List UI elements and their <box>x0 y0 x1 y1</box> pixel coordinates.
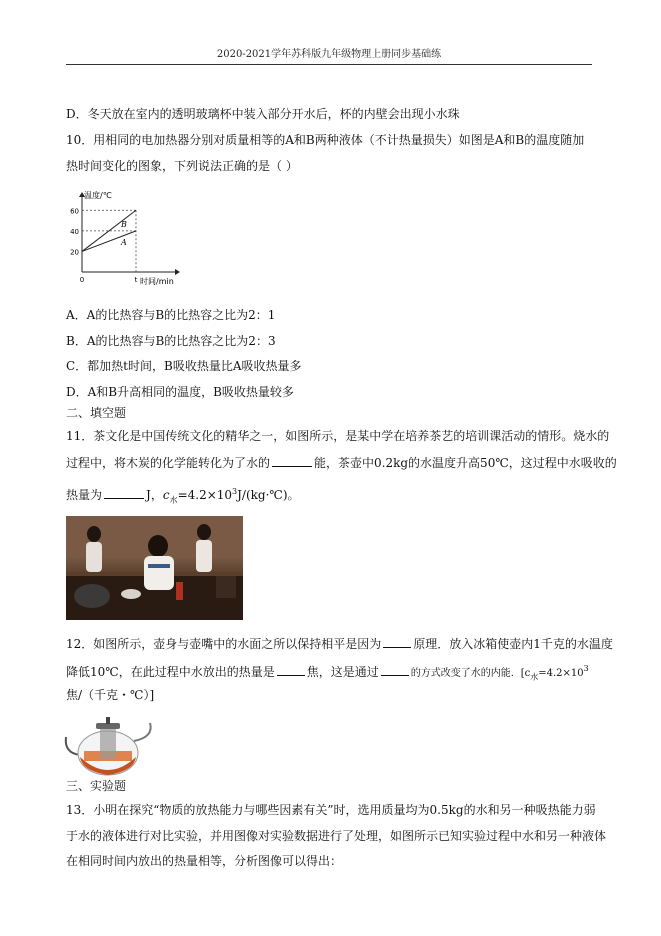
q12-line1-part1: 12．如图所示，壶身与壶嘴中的水面之所以保持相平是因为 <box>66 637 382 651</box>
tea-ceremony-photo <box>66 516 243 620</box>
x-tick-label: t <box>134 276 138 284</box>
q12-line1 <box>66 634 613 653</box>
q11-line3-part2: J， <box>146 488 163 502</box>
q11-line2-part1: 过程中，将木炭的化学能转化为了水的 <box>66 456 271 470</box>
q11-line2 <box>66 453 617 472</box>
y-tick-label: 20 <box>70 248 79 257</box>
temperature-time-graph <box>66 188 186 288</box>
q10-stem-line1: 10．用相同的电加热器分别对质量相等的A和B两种液体（不计热量损失）如图是A和B的温度随加 <box>66 133 585 147</box>
q10-stem-line2: 热时间变化的图象，下列说法正确的是（ ） <box>66 159 298 173</box>
q11-line2-part2: 能，茶壶中0.2kg的水温度升高50℃，这过程中水吸收的 <box>314 456 617 470</box>
q11-line3-end: 。 <box>287 488 300 502</box>
q11-line3 <box>66 483 300 509</box>
q12-line2-part3: 的方式改变了水的内能．[c <box>410 668 531 679</box>
q12-blank-method <box>381 662 409 676</box>
q9-option-d: D．冬天放在室内的透明玻璃杯中装入部分开水后，杯的内壁会出现小水珠 <box>66 107 460 121</box>
q11-line3-part1: 热量为 <box>66 488 103 502</box>
q12-line3: 焦/（千克・℃）] <box>66 688 155 702</box>
q12-line2-sub: 水 <box>530 672 539 682</box>
q12-blank-heat <box>277 662 305 676</box>
series-label-b: B <box>121 219 127 229</box>
q10-option-d: D．A和B升高相同的温度，B吸收热量较多 <box>66 385 294 399</box>
header-rule <box>66 64 592 65</box>
q12-line1-part2: 原理．放入冰箱使壶内1千克的水温度 <box>413 637 613 651</box>
q13-line3: 在相同时间内放出的热量相等，分析图像可以得出： <box>66 854 343 868</box>
q12-line2-exp: 3 <box>583 664 589 673</box>
q12-line2-part2: 焦，这是通过 <box>306 665 379 679</box>
q11-formula-c: c <box>162 488 170 502</box>
y-tick-label: 40 <box>70 227 79 236</box>
q10-option-b: B．A的比热容与B的比热容之比为2：3 <box>66 334 276 348</box>
section-fill-in-title: 二、填空题 <box>66 406 127 420</box>
x-tick-label: 0 <box>79 276 85 284</box>
section-experiment-title: 三、实验题 <box>66 779 127 793</box>
q13-line1: 13．小明在探究“物质的放热能力与哪些因素有关”时，选用质量均为0.5kg的水和另一种吸热能力弱 <box>66 803 596 817</box>
q10-option-c: C．都加热t时间，B吸收热量比A吸收热量多 <box>66 359 302 373</box>
x-axis-arrow <box>175 269 180 275</box>
q11-formula-unit: J/(kg·℃) <box>237 488 288 502</box>
glass-teapot-image <box>62 713 154 779</box>
q13-line2: 于水的液体进行对比实验，并用图像对实验数据进行了处理，如图所示已知实验过程中水和另一种液体 <box>66 829 607 843</box>
q11-blank-heat <box>104 485 144 499</box>
q12-line2-part1: 降低10℃，在此过程中水放出的热量是 <box>66 665 275 679</box>
series-line-a <box>82 231 136 252</box>
q11-blank-energy <box>272 453 312 467</box>
x-axis-label: 时间/min <box>140 277 174 286</box>
q11-line1: 11．茶文化是中国传统文化的精华之一，如图所示，是某中学在培养茶艺的培训课活动的情形。烧水的 <box>66 429 610 443</box>
y-tick-label: 60 <box>70 207 79 216</box>
y-axis-label: 温度/℃ <box>84 191 112 200</box>
q11-formula-value: =4.2×10 <box>177 488 233 502</box>
q12-line2 <box>66 660 589 686</box>
page-header: 2020-2021学年苏科版九年级物理上册同步基础练 <box>216 49 442 60</box>
q11-formula-sub: 水 <box>169 495 178 505</box>
q11-formula-exp: 3 <box>232 487 238 496</box>
q10-option-a: A．A的比热容与B的比热容之比为2：1 <box>66 308 276 322</box>
series-label-a: A <box>121 238 127 248</box>
q12-blank-principle <box>383 634 411 648</box>
q12-line2-value: =4.2×10 <box>538 668 584 679</box>
